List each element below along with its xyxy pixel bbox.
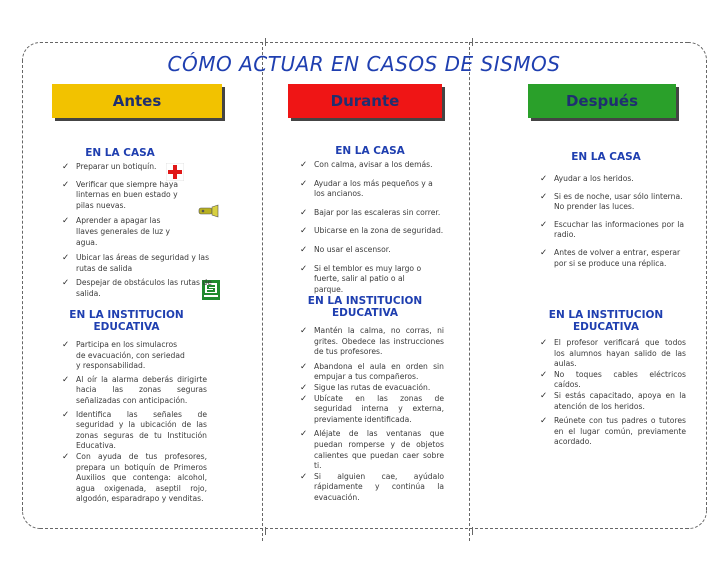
list-item: ✓ El profesor verificará que todos los alumnos hayan salido de las aulas.	[540, 338, 686, 370]
durante-inst-list	[300, 326, 444, 504]
left-border-top	[22, 60, 23, 510]
header-despues	[528, 84, 676, 118]
list-item: ✓ Ubícate en las zonas de seguridad interna y externa, previamente identificada.	[300, 394, 444, 426]
header-antes-label: Antes	[112, 92, 162, 110]
list-item: ✓ Ayudar a los más pequeños y a los ancianos.	[300, 179, 446, 200]
list-item: ✓ Ubicarse en la zona de seguridad.	[300, 226, 446, 237]
fold-mark-1-top	[265, 38, 266, 46]
list-item: ✓ No usar el ascensor.	[300, 245, 446, 256]
antes-casa-title: EN LA CASA	[85, 147, 155, 159]
list-item: ✓ Al oír la alarma deberás dirigirte hacia las zonas seguras señalizadas con anticipación.	[62, 375, 207, 407]
list-item: ✓ Escuchar las informaciones por la radio.	[540, 220, 684, 241]
antes-inst-title: EN LA INSTITUCION EDUCATIVA	[69, 309, 184, 333]
list-item: ✓ No toques cables eléctricos caídos.	[540, 370, 686, 391]
list-item: ✓ Antes de volver a entrar, esperar por si se produce una réplica.	[540, 248, 684, 269]
corner-br	[688, 510, 707, 529]
list-item: ✓ Con calma, avisar a los demás.	[300, 160, 446, 171]
page-title: CÓMO ACTUAR EN CASOS DE SISMOS	[167, 52, 561, 76]
list-item: ✓ Si estás capacitado, apoya en la atención de los heridos.	[540, 391, 686, 412]
corner-bl	[22, 510, 41, 529]
list-item: ✓ Identifica las señales de seguridad y la ubicación de las zonas seguras de tu Institución Educativa.	[62, 410, 207, 452]
list-item: ✓ Reúnete con tus padres o tutores en el lugar común, previamente acordado.	[540, 416, 686, 448]
list-item: ✓ Con ayuda de tus profesores, prepara un botiquín de Primeros Auxilios que contenga: alcohol, agua oxigenada, aseptil rojo, algodón, esparadrapo y venditas.	[62, 452, 207, 505]
despues-inst-list	[540, 338, 686, 448]
list-item: ✓ Preparar un botiquín.	[62, 162, 222, 173]
header-durante-label: Durante	[330, 92, 400, 110]
list-item: ✓ Despejar de obstáculos las rutas de salida.	[62, 278, 222, 299]
bottom-edge	[40, 528, 688, 529]
list-item: ✓ Si es de noche, usar sólo linterna. No prender las luces.	[540, 192, 684, 213]
list-item: ✓ Mantén la calma, no corras, ni grites. Obedece las instrucciones de tus profesores.	[300, 326, 444, 358]
list-item: ✓ Aléjate de las ventanas que puedan romperse y de objetos calientes que puedan caer sobre ti.	[300, 429, 444, 471]
list-item: ✓ Aprender a apagar las llaves generales de luz y agua.	[62, 216, 222, 248]
fold-mark-2-bottom	[472, 527, 473, 535]
header-antes	[52, 84, 222, 118]
list-item: ✓ Bajar por las escaleras sin correr.	[300, 208, 446, 219]
fold-mark-1-bottom	[265, 527, 266, 535]
despues-casa-list	[540, 174, 684, 269]
despues-inst-title: EN LA INSTITUCION EDUCATIVA	[548, 309, 664, 333]
column-antes	[60, 148, 218, 162]
antes-inst-list	[62, 340, 207, 505]
list-item: ✓ Si el temblor es muy largo o fuerte, salir al patio o al parque.	[300, 264, 446, 296]
despues-casa-title: EN LA CASA	[571, 151, 641, 163]
fold-line-1	[262, 42, 263, 541]
right-border	[706, 60, 707, 510]
fold-line-2	[469, 42, 470, 541]
list-item: ✓ Ayudar a los heridos.	[540, 174, 684, 185]
header-despues-label: Después	[565, 92, 639, 110]
list-item: ✓ Verificar que siempre haya linternas en buen estado y pilas nuevas.	[62, 180, 222, 212]
header-durante	[288, 84, 442, 118]
fold-mark-2-top	[472, 38, 473, 46]
list-item: ✓ Participa en los simulacros de evacuación, con seriedad y responsabilidad.	[62, 340, 207, 372]
list-item: ✓ Si alguien cae, ayúdalo rápidamente y continúa la evacuación.	[300, 472, 444, 504]
list-item: ✓ Ubicar las áreas de seguridad y las rutas de salida	[62, 253, 222, 274]
list-item: ✓ Abandona el aula en orden sin empujar a tus compañeros.	[300, 362, 444, 383]
list-item: ✓ Sigue las rutas de evacuación.	[300, 383, 444, 394]
antes-casa-list	[62, 162, 222, 300]
top-edge	[40, 42, 688, 43]
durante-casa-title: EN LA CASA	[335, 145, 405, 157]
durante-casa-list	[300, 160, 446, 295]
durante-inst-title: EN LA INSTITUCION EDUCATIVA	[307, 295, 423, 319]
